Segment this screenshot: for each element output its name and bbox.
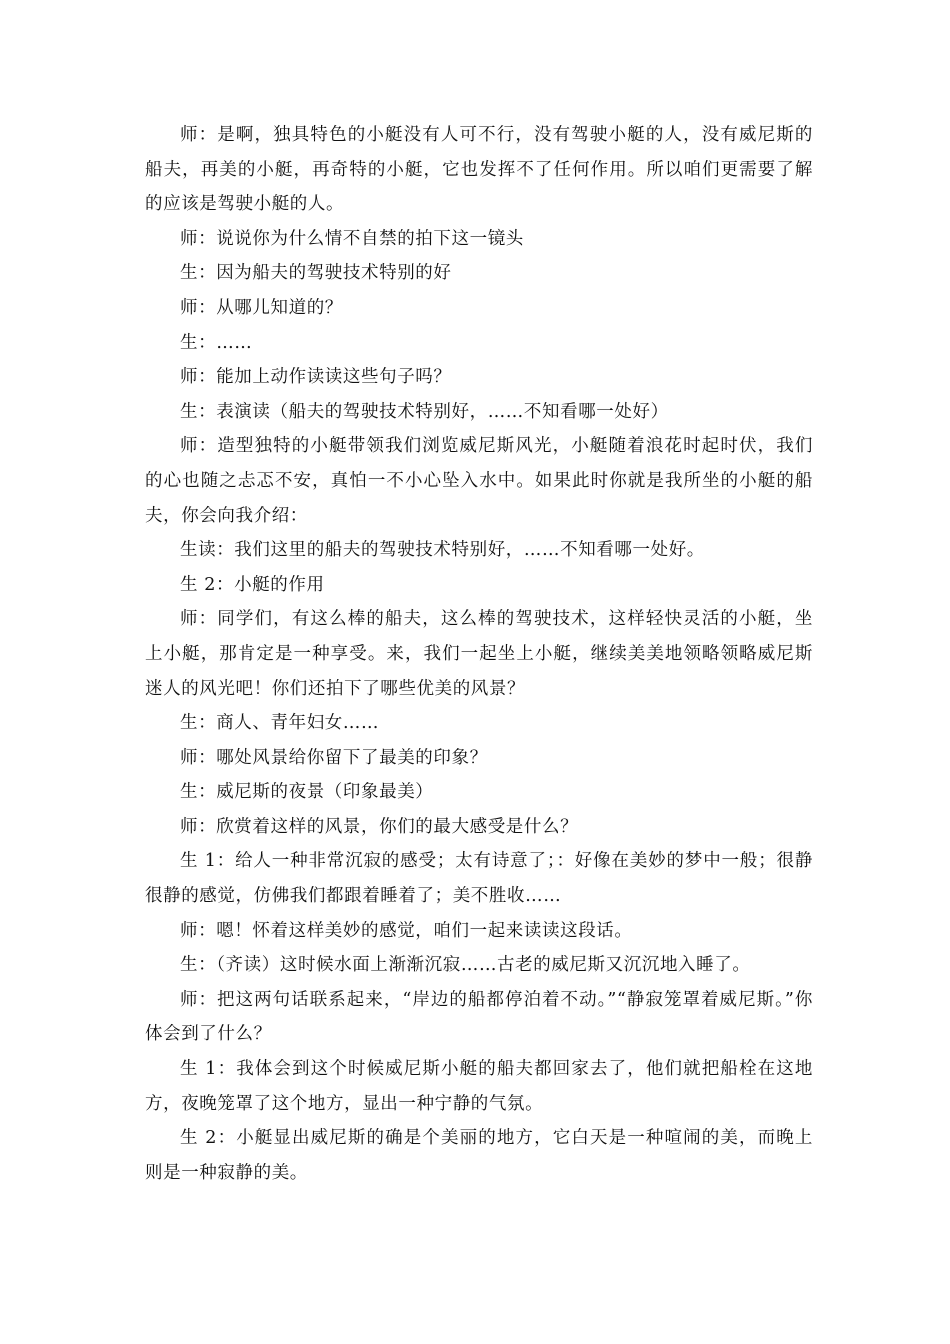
paragraph: 师：同学们，有这么棒的船夫，这么棒的驾驶技术，这样轻快灵活的小艇，坐上小艇，那肯定是一种享受。来，我们一起坐上小艇，继续美美地领略领略威尼斯迷人的风光吧！你们还拍下了哪些优美的风景？ bbox=[145, 609, 813, 699]
paragraph: 师：能加上动作读读这些句子吗？ bbox=[180, 367, 452, 388]
paragraph: 生：因为船夫的驾驶技术特别的好 bbox=[180, 263, 452, 284]
paragraph: 师：是啊，独具特色的小艇没有人可不行，没有驾驶小艇的人，没有威尼斯的船夫，再美的小艇，再奇特的小艇，它也发挥不了任何作用。所以咱们更需要了解的应该是驾驶小艇的人。 bbox=[145, 125, 813, 215]
paragraph: 师：从哪儿知道的？ bbox=[180, 297, 343, 318]
paragraph: 生读：我们这里的船夫的驾驶技术特别好，……不知看哪一处好。 bbox=[180, 540, 705, 561]
paragraph: 师：哪处风景给你留下了最美的印象？ bbox=[180, 747, 488, 768]
paragraph: 生：表演读（船夫的驾驶技术特别好，……不知看哪一处好） bbox=[180, 401, 669, 422]
paragraph: 师：欣赏着这样的风景，你们的最大感受是什么？ bbox=[180, 816, 579, 837]
paragraph: 生 1：给人一种非常沉寂的感受；太有诗意了；：好像在美妙的梦中一般；很静很静的感觉，仿佛我们都跟着睡着了；美不胜收…… bbox=[145, 851, 813, 907]
paragraph: 生：（齐读）这时候水面上渐渐沉寂……古老的威尼斯又沉沉地入睡了。 bbox=[180, 955, 751, 976]
paragraph: 师：造型独特的小艇带领我们浏览威尼斯风光，小艇随着浪花时起时伏，我们的心也随之忐忑不安，真怕一不小心坠入水中。如果此时你就是我所坐的小艇的船夫，你会向我介绍： bbox=[145, 436, 813, 526]
paragraph: 生：…… bbox=[180, 332, 253, 353]
paragraph: 生 2：小艇显出威尼斯的确是个美丽的地方，它白天是一种喧闹的美，而晚上则是一种寂静的美。 bbox=[145, 1128, 813, 1183]
paragraph: 师：把这两句话联系起来，“岸边的船都停泊着不动。”“静寂笼罩着威尼斯。”你体会到了什么？ bbox=[145, 989, 813, 1045]
paragraph: 生：威尼斯的夜景（印象最美） bbox=[180, 782, 434, 803]
paragraph: 师：说说你为什么情不自禁的拍下这一镜头 bbox=[180, 228, 524, 249]
document-body bbox=[145, 118, 813, 1190]
paragraph: 生 2：小艇的作用 bbox=[180, 574, 325, 595]
paragraph: 生 1：我体会到这个时候威尼斯小艇的船夫都回家去了，他们就把船栓在这地方，夜晚笼罩了这个地方，显出一种宁静的气氛。 bbox=[145, 1059, 813, 1114]
paragraph: 生：商人、青年妇女…… bbox=[180, 713, 380, 734]
paragraph: 师：嗯！怀着这样美妙的感觉，咱们一起来读读这段话。 bbox=[180, 920, 633, 941]
